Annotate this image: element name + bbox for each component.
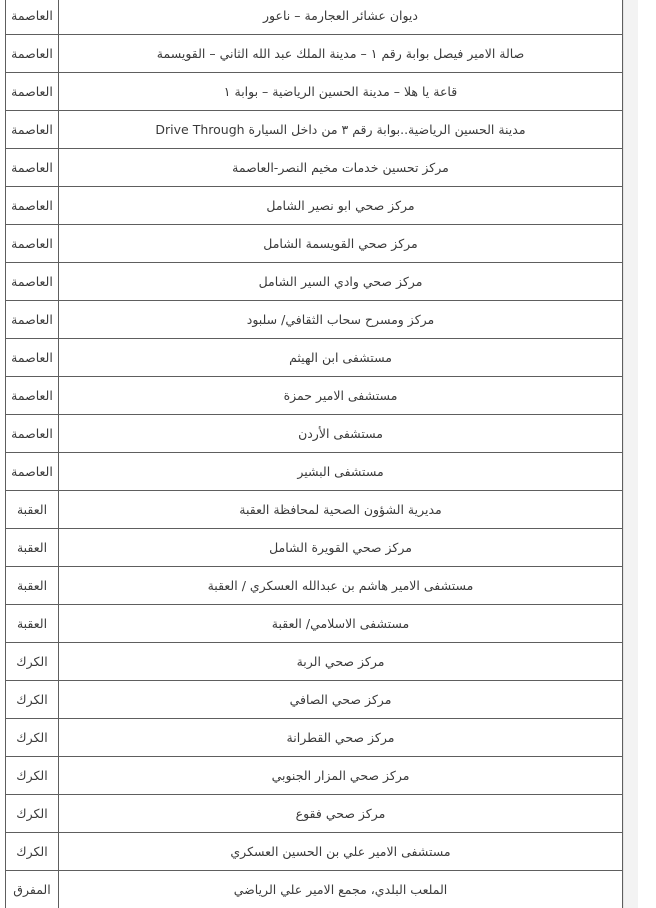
table-row: [6, 567, 623, 605]
governorate-cell: العاصمة: [6, 0, 59, 35]
location-cell: مركز ومسرح سحاب الثقافي/ سلبود: [59, 301, 623, 339]
table-row: [6, 795, 623, 833]
governorate-cell: الكرك: [6, 757, 59, 795]
table-row: [6, 643, 623, 681]
table-row: [6, 719, 623, 757]
location-cell: مركز تحسين خدمات مخيم النصر-العاصمة: [59, 149, 623, 187]
table-row: [6, 529, 623, 567]
table-row: [6, 73, 623, 111]
governorate-cell: العقبة: [6, 491, 59, 529]
governorate-cell: العاصمة: [6, 301, 59, 339]
location-cell: مركز صحي ابو نصير الشامل: [59, 187, 623, 225]
table-row: [6, 187, 623, 225]
governorate-cell: الكرك: [6, 719, 59, 757]
governorate-cell: الكرك: [6, 681, 59, 719]
governorate-cell: العاصمة: [6, 149, 59, 187]
location-cell: مستشفى البشير: [59, 453, 623, 491]
location-cell: الملعب البلدي، مجمع الامير علي الرياضي: [59, 871, 623, 908]
location-cell: مركز صحي القويرة الشامل: [59, 529, 623, 567]
location-cell: مديرية الشؤون الصحية لمحافظة العقبة: [59, 491, 623, 529]
table-row: [6, 681, 623, 719]
location-cell: مستشفى الامير علي بن الحسين العسكري: [59, 833, 623, 871]
table-row: [6, 871, 623, 908]
table-row: [6, 0, 623, 35]
location-cell: قاعة يا هلا – مدينة الحسين الرياضية – بوابة ١: [59, 73, 623, 111]
scrollbar-track[interactable]: [623, 0, 638, 908]
governorate-cell: الكرك: [6, 795, 59, 833]
governorate-cell: العاصمة: [6, 415, 59, 453]
table-row: [6, 491, 623, 529]
table-row: [6, 35, 623, 73]
location-cell: مستشفى الأردن: [59, 415, 623, 453]
governorate-cell: العاصمة: [6, 263, 59, 301]
governorate-cell: العقبة: [6, 567, 59, 605]
table-row: [6, 301, 623, 339]
location-cell: مركز صحي فقوع: [59, 795, 623, 833]
table-row: [6, 377, 623, 415]
table-row: [6, 833, 623, 871]
location-cell: مركز صحي المزار الجنوبي: [59, 757, 623, 795]
table-row: [6, 453, 623, 491]
location-cell: مستشفى الامير هاشم بن عبدالله العسكري / العقبة: [59, 567, 623, 605]
governorate-cell: العاصمة: [6, 339, 59, 377]
location-cell: مركز صحي القطرانة: [59, 719, 623, 757]
location-cell: مستشفى الامير حمزة: [59, 377, 623, 415]
location-cell: ديوان عشائر العجارمة – ناعور: [59, 0, 623, 35]
table-row: [6, 225, 623, 263]
location-cell: مركز صحي الربة: [59, 643, 623, 681]
location-cell: مدينة الحسين الرياضية..بوابة رقم ٣ من داخل السيارة Drive Through: [59, 111, 623, 149]
governorate-cell: العاصمة: [6, 187, 59, 225]
governorate-cell: الكرك: [6, 643, 59, 681]
governorate-cell: العاصمة: [6, 111, 59, 149]
table-row: [6, 757, 623, 795]
governorate-cell: العاصمة: [6, 453, 59, 491]
governorate-cell: العاصمة: [6, 35, 59, 73]
table-row: [6, 415, 623, 453]
governorate-cell: المفرق: [6, 871, 59, 908]
governorate-cell: العاصمة: [6, 225, 59, 263]
location-cell: صالة الامير فيصل بوابة رقم ١ – مدينة الملك عبد الله الثاني – القويسمة: [59, 35, 623, 73]
table-row: [6, 149, 623, 187]
table-row: [6, 605, 623, 643]
vaccination-sites-table: [5, 0, 623, 908]
table-row: [6, 111, 623, 149]
governorate-cell: الكرك: [6, 833, 59, 871]
location-cell: مستشفى الاسلامي/ العقبة: [59, 605, 623, 643]
table-row: [6, 263, 623, 301]
location-cell: مركز صحي الصافي: [59, 681, 623, 719]
governorate-cell: العاصمة: [6, 377, 59, 415]
table-row: [6, 339, 623, 377]
location-cell: مركز صحي وادي السير الشامل: [59, 263, 623, 301]
location-cell: مستشفى ابن الهيثم: [59, 339, 623, 377]
location-cell: مركز صحي القويسمة الشامل: [59, 225, 623, 263]
governorate-cell: العقبة: [6, 605, 59, 643]
governorate-cell: العاصمة: [6, 73, 59, 111]
governorate-cell: العقبة: [6, 529, 59, 567]
